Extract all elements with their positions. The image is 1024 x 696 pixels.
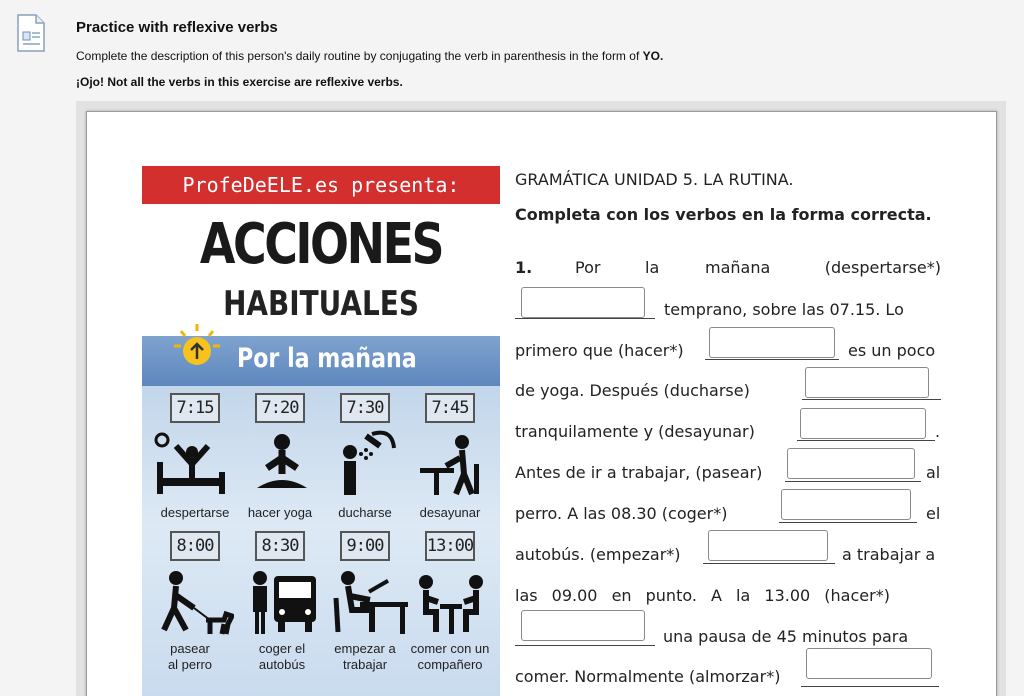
exercise-line: tranquilamente y (desayunar)	[515, 422, 755, 441]
routine-infographic	[142, 166, 500, 696]
question-title: Practice with reflexive verbs	[76, 19, 278, 36]
breakfast-icon	[412, 428, 492, 498]
time-box: 8:00	[170, 531, 220, 561]
exercise-heading: GRAMÁTICA UNIDAD 5. LA RUTINA.	[515, 170, 794, 189]
exercise-line: autobús. (empezar*)	[515, 545, 681, 564]
answer-box-almorzar[interactable]	[806, 648, 932, 679]
time-box: 7:45	[425, 393, 475, 423]
time-box: 7:30	[340, 393, 390, 423]
activity-label: hacer yoga	[247, 505, 313, 520]
infographic-title-line1: ACCIONES	[199, 212, 443, 277]
answer-box-hacer-1[interactable]	[709, 327, 835, 358]
infographic-banner: ProfeDeELE.es presenta:	[142, 166, 500, 204]
sunrise-icon	[172, 322, 222, 372]
answer-box-desayunar[interactable]	[800, 408, 926, 439]
exercise-line: perro. A las 08.30 (coger*)	[515, 504, 728, 523]
infographic-title-line2: HABITUALES	[223, 284, 419, 324]
exercise-line: primero que (hacer*)	[515, 341, 684, 360]
time-box: 7:15	[170, 393, 220, 423]
document-icon	[16, 14, 46, 52]
exercise-subheading: Completa con los verbos en la forma correcta.	[515, 205, 932, 224]
worksheet-image: ProfeDeELE.es presenta: ACCIONES HABITUALES Por la mañana 7:15 7:20 7:30 7:45 despertarse hacer yoga ducharse desayunar 8:00 8:30 9:00 13:00 pasear al perro coger el autobús empezar a trabajar comer con un compañero GRAMÁTICA UNIDAD 5. LA RUTINA. Completa con los verbos en la forma correcta. 1. Por la mañana (despertarse*) temprano, sobre las 07.15. Lo primero que (hacer*) es un poco de yoga. Después (ducharse) tranquilamente y (desayunar) . Antes de ir a trabajar, (pasear) al perro. A las 08.30 (coger*) el autobús. (empezar*) a trabajar a las 09.00 en punto. A la 13.00 (hacer*) una pausa de 45 minutos para comer. Normalmente (almorzar*)	[86, 111, 997, 696]
bus-icon	[242, 568, 322, 638]
activity-label: comer con un compañero	[410, 641, 490, 672]
activity-label: pasear al perro	[167, 641, 213, 672]
morning-section-label: Por la mañana	[237, 343, 417, 374]
answer-box-ducharse[interactable]	[805, 367, 929, 398]
answer-box-hacer-2[interactable]	[521, 610, 645, 641]
yoga-icon	[247, 428, 317, 498]
activity-label: coger el autobús	[258, 641, 306, 672]
time-box: 7:20	[255, 393, 305, 423]
question-note: ¡Ojo! Not all the verbs in this exercise are reflexive verbs.	[76, 75, 403, 89]
exercise-line: una pausa de 45 minutos para	[663, 627, 909, 646]
work-desk-icon	[330, 568, 410, 638]
answer-box-empezar[interactable]	[708, 530, 828, 561]
time-box: 8:30	[255, 531, 305, 561]
exercise-line: de yoga. Después (ducharse)	[515, 381, 750, 400]
question-instruction: Complete the description of this person's daily routine by conjugating the verb in parenthesis in the form of YO.	[76, 49, 664, 63]
time-box: 9:00	[340, 531, 390, 561]
activity-label: ducharse	[338, 505, 392, 520]
activity-label: despertarse	[160, 505, 230, 520]
activity-label: desayunar	[419, 505, 481, 520]
time-box: 13:00	[425, 531, 475, 561]
exercise-line: Antes de ir a trabajar, (pasear)	[515, 463, 763, 482]
wake-up-icon	[152, 428, 232, 498]
answer-box-pasear[interactable]	[787, 448, 915, 479]
exercise-line: comer. Normalmente (almorzar*)	[515, 667, 781, 686]
exercise-line: temprano, sobre las 07.15. Lo	[664, 300, 904, 319]
lunch-icon	[412, 568, 492, 638]
shower-icon	[332, 428, 402, 498]
activity-label: empezar a trabajar	[334, 641, 396, 672]
dog-walk-icon	[154, 568, 234, 638]
answer-box-coger[interactable]	[781, 489, 911, 520]
exercise-line: las 09.00 en punto. A la 13.00 (hacer*)	[515, 586, 890, 605]
exercise-line: es un poco	[848, 341, 936, 360]
answer-box-despertarse[interactable]	[521, 287, 645, 318]
